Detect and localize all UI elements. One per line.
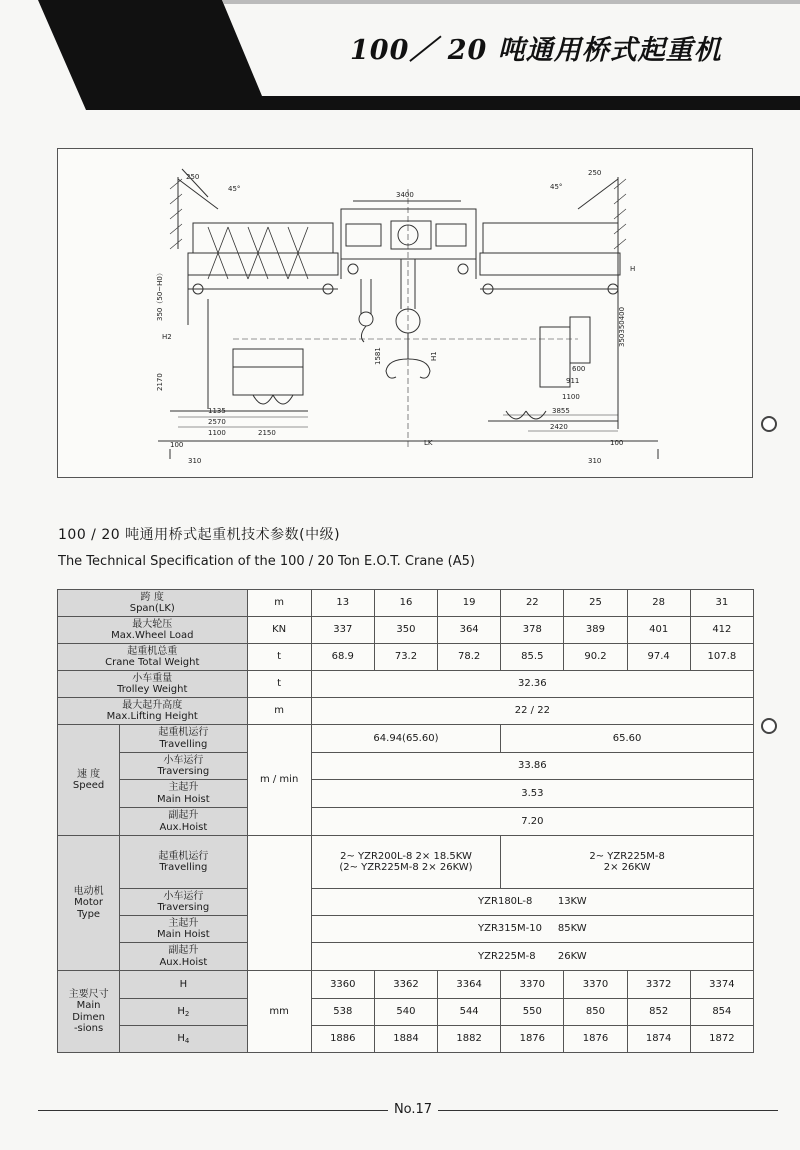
row-header-motor-aux-hoist: 副起升 Aux.Hoist xyxy=(120,943,247,971)
spec-heading-cn: 100 / 20 吨通用桥式起重机技术参数(中级) xyxy=(58,527,341,543)
page-title: 100／ 20 吨通用桥式起重机 xyxy=(350,35,722,66)
table-row xyxy=(58,999,754,1026)
table-cell: 85.5 xyxy=(501,644,564,671)
row-header-dim-h4: $H_4$ xyxy=(120,1026,247,1053)
table-cell: 78.2 xyxy=(438,644,501,671)
table-row xyxy=(58,590,754,617)
table-cell: 1872 xyxy=(690,1026,753,1053)
table-cell: 378 xyxy=(501,617,564,644)
row-header-motor-travelling: 起重机运行 Travelling xyxy=(120,836,247,889)
table-cell: 90.2 xyxy=(564,644,627,671)
table-cell: 1886 xyxy=(311,1026,374,1053)
table-row xyxy=(58,617,754,644)
row-header-motor-traversing: 小车运行 Traversing xyxy=(120,889,247,916)
row-header-trolley-weight: 小车重量 Trolley Weight xyxy=(58,671,248,698)
dim-600: 600 xyxy=(572,365,586,373)
table-cell: 22 / 22 xyxy=(311,698,753,725)
table-cell: 3362 xyxy=(374,971,437,999)
table-cell: YZR225M-8 26KW xyxy=(311,943,753,971)
dim-2420: 2420 xyxy=(550,423,568,431)
table-cell: 544 xyxy=(438,999,501,1026)
table-cell: 19 xyxy=(438,590,501,617)
table-cell: 550 xyxy=(501,999,564,1026)
table-cell: 1874 xyxy=(627,1026,690,1053)
dim-2170: 2170 xyxy=(156,373,164,391)
row-header-wheel-load: 最大轮压 Max.Wheel Load xyxy=(58,617,248,644)
table-row xyxy=(58,1026,754,1053)
row-header-total-weight: 起重机总重 Crane Total Weight xyxy=(58,644,248,671)
dim-2150: 2150 xyxy=(258,429,276,437)
table-row xyxy=(58,808,754,836)
table-cell: 3364 xyxy=(438,971,501,999)
crane-drawing xyxy=(57,148,753,478)
table-cell: 3370 xyxy=(501,971,564,999)
dim-100-right: 100 xyxy=(610,439,624,447)
unit-cell: KN xyxy=(247,617,311,644)
table-cell: 16 xyxy=(374,590,437,617)
dim-310-right: 310 xyxy=(588,457,602,465)
dim-lk: LK xyxy=(424,439,433,447)
table-row xyxy=(58,780,754,808)
unit-cell: t xyxy=(247,644,311,671)
table-cell: 850 xyxy=(564,999,627,1026)
table-row xyxy=(58,836,754,889)
table-row xyxy=(58,889,754,916)
row-header-lifting-height: 最大起升高度 Max.Lifting Height xyxy=(58,698,248,725)
dim-45-left: 45° xyxy=(228,185,241,193)
table-cell: 3360 xyxy=(311,971,374,999)
group-header-motor: 电动机 Motor Type xyxy=(58,836,120,971)
dim-3400: 3400 xyxy=(396,191,414,199)
binder-hole-icon xyxy=(761,416,777,432)
table-cell: 107.8 xyxy=(690,644,753,671)
table-cell: 337 xyxy=(311,617,374,644)
unit-cell-empty xyxy=(247,836,311,971)
table-row xyxy=(58,671,754,698)
dim-100-left: 100 xyxy=(170,441,184,449)
table-cell: 538 xyxy=(311,999,374,1026)
footer-rule-left xyxy=(38,1110,388,1111)
dim-2570: 2570 xyxy=(208,418,226,426)
row-header-dim-h2: $H_2$ xyxy=(120,999,247,1026)
table-cell: 1876 xyxy=(501,1026,564,1053)
dim-350-h0: 350（50~H0） xyxy=(156,269,164,321)
unit-cell: m xyxy=(247,698,311,725)
page-footer xyxy=(38,1100,778,1120)
table-cell: 33.86 xyxy=(311,753,753,780)
dim-911: 911 xyxy=(566,377,580,385)
row-header-motor-main-hoist: 主起升 Main Hoist xyxy=(120,916,247,943)
dim-h1: H1 xyxy=(430,351,438,361)
row-header-span: 跨 度 Span(LK) xyxy=(58,590,248,617)
table-cell: 3372 xyxy=(627,971,690,999)
table-cell: YZR180L-8 13KW xyxy=(311,889,753,916)
table-cell: 28 xyxy=(627,590,690,617)
table-cell: 364 xyxy=(438,617,501,644)
dim-250-right: 250 xyxy=(588,169,602,177)
dim-45-right: 45° xyxy=(550,183,563,191)
dim-h: H xyxy=(630,265,636,273)
table-cell: 3374 xyxy=(690,971,753,999)
table-cell: 412 xyxy=(690,617,753,644)
table-cell: 64.94(65.60) xyxy=(311,725,501,753)
table-cell: 25 xyxy=(564,590,627,617)
table-cell: 389 xyxy=(564,617,627,644)
table-cell: 350 xyxy=(374,617,437,644)
spec-table xyxy=(57,589,754,1053)
row-header-speed-traversing: 小车运行 Traversing xyxy=(120,753,247,780)
page-number: No.17 xyxy=(393,1102,433,1117)
table-cell: 73.2 xyxy=(374,644,437,671)
table-cell: 854 xyxy=(690,999,753,1026)
dim-350-350-400: 350350400 xyxy=(618,306,626,347)
row-header-speed-main-hoist: 主起升 Main Hoist xyxy=(120,780,247,808)
unit-cell: m / min xyxy=(247,725,311,836)
table-cell: 2~ YZR225M-8 2× 26KW xyxy=(501,836,754,889)
footer-rule-right xyxy=(438,1110,778,1111)
dim-3855: 3855 xyxy=(552,407,570,415)
table-cell: 401 xyxy=(627,617,690,644)
table-cell: 540 xyxy=(374,999,437,1026)
table-cell: 7.20 xyxy=(311,808,753,836)
title-banner xyxy=(0,0,800,110)
spec-heading-en: The Technical Specification of the 100 / 20 Ton E.O.T. Crane (A5) xyxy=(58,554,475,569)
group-header-dimensions: 主要尺寸 Main Dimen -sions xyxy=(58,971,120,1053)
dim-h2: H2 xyxy=(162,333,172,341)
unit-cell: t xyxy=(247,671,311,698)
table-row xyxy=(58,753,754,780)
table-cell: 65.60 xyxy=(501,725,754,753)
table-row xyxy=(58,943,754,971)
table-cell: 31 xyxy=(690,590,753,617)
table-cell: 13 xyxy=(311,590,374,617)
dim-1100-left: 1100 xyxy=(208,429,226,437)
dim-250-left: 250 xyxy=(186,173,200,181)
dim-1581: 1581 xyxy=(374,347,382,365)
row-header-speed-travelling: 起重机运行 Travelling xyxy=(120,725,247,753)
table-cell: 97.4 xyxy=(627,644,690,671)
row-header-dim-h: H xyxy=(120,971,247,999)
table-row xyxy=(58,644,754,671)
dim-1100-right: 1100 xyxy=(562,393,580,401)
table-cell: 3370 xyxy=(564,971,627,999)
table-row xyxy=(58,698,754,725)
table-cell: 1876 xyxy=(564,1026,627,1053)
crane-drawing-svg xyxy=(58,149,754,479)
table-cell: 852 xyxy=(627,999,690,1026)
dim-1135: 1135 xyxy=(208,407,226,415)
group-header-speed: 速 度 Speed xyxy=(58,725,120,836)
table-cell: YZR315M-10 85KW xyxy=(311,916,753,943)
table-row xyxy=(58,971,754,999)
table-cell: 68.9 xyxy=(311,644,374,671)
table-row xyxy=(58,916,754,943)
table-cell: 22 xyxy=(501,590,564,617)
binder-hole-icon xyxy=(761,718,777,734)
table-cell: 1884 xyxy=(374,1026,437,1053)
table-cell: 3.53 xyxy=(311,780,753,808)
unit-cell: m xyxy=(247,590,311,617)
dim-310-left: 310 xyxy=(188,457,202,465)
row-header-speed-aux-hoist: 副起升 Aux.Hoist xyxy=(120,808,247,836)
unit-cell: mm xyxy=(247,971,311,1053)
table-row xyxy=(58,725,754,753)
table-cell: 2~ YZR200L-8 2× 18.5KW (2~ YZR225M-8 2× 26KW) xyxy=(311,836,501,889)
table-cell: 32.36 xyxy=(311,671,753,698)
table-cell: 1882 xyxy=(438,1026,501,1053)
